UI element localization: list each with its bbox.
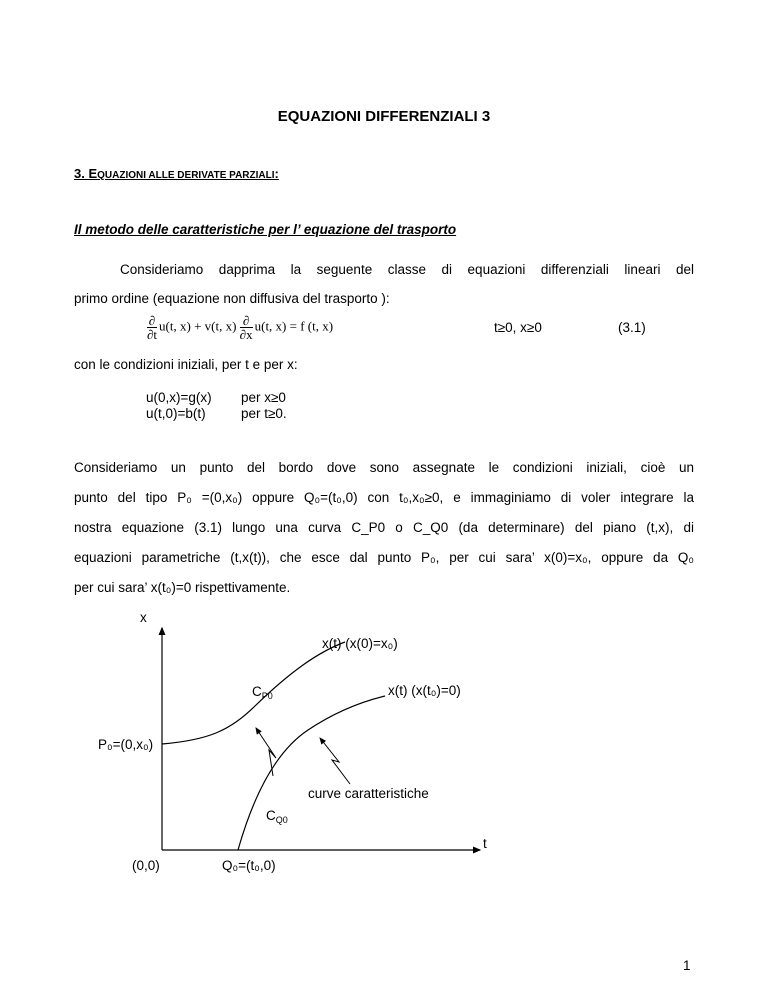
- initial-condition-1-range: per x≥0: [241, 390, 286, 405]
- equation-domain: t≥0, x≥0: [494, 320, 542, 335]
- x-axis-label: x: [140, 610, 147, 625]
- page-title: EQUAZIONI DIFFERENZIALI 3: [277, 108, 491, 125]
- initial-condition-2: u(t,0)=b(t): [146, 406, 206, 421]
- d-dx-fraction: $\frac{\partial}{\partial x}$: [239, 313, 253, 342]
- d-dt-fraction: $\frac{\partial}{\partial t}$: [147, 313, 158, 342]
- initial-conditions-intro: con le condizioni iniziali, per t e per x:: [74, 357, 298, 372]
- page-number: 1: [683, 958, 691, 973]
- origin-label: (0,0): [132, 858, 160, 873]
- pointer-arrow-q0: [320, 738, 350, 784]
- curve1-label: x(t) (x(0)=x₀): [322, 636, 398, 651]
- transport-equation: [147, 314, 333, 341]
- paragraph2-line2: punto del tipo P₀ =(0,x₀) oppure Q₀=(t₀,0) con t₀,x₀≥0, e immaginiamo di voler integrare la: [74, 490, 694, 505]
- p0-label: P₀=(0,x₀): [98, 737, 154, 752]
- t-axis-label: t: [483, 836, 487, 851]
- subsection-heading: Il metodo delle caratteristiche per l’ equazione del trasporto: [74, 222, 457, 237]
- paragraph2-line1: Consideriamo un punto del bordo dove sono assegnate le condizioni iniziali, cioè un: [74, 460, 694, 475]
- section-heading: [74, 166, 279, 181]
- equation-term1: u(t, x) + v(t, x): [159, 318, 237, 334]
- characteristic-curves-label: curve caratteristiche: [308, 786, 429, 801]
- paragraph2-line4: equazioni parametriche (t,x(t)), che esce dal punto P₀, per cui sara’ x(0)=x₀, oppure da Q₀: [74, 550, 694, 565]
- cq0-label: $C_{Q0}$: [266, 808, 288, 825]
- paragraph1-line1: Consideriamo dapprima la seguente classe di equazioni differenziali lineari del: [120, 262, 694, 277]
- initial-condition-1: u(0,x)=g(x): [146, 390, 212, 405]
- paragraph2-line5: per cui sara’ x(t₀)=0 rispettivamente.: [74, 580, 291, 595]
- equation-number: (3.1): [618, 320, 646, 335]
- section-number: 3. E: [74, 166, 98, 181]
- cp0-label: $C_{P0}$: [252, 684, 273, 701]
- equation-term2: u(t, x) = f (t, x): [254, 318, 334, 334]
- paragraph2-line3: nostra equazione (3.1) lungo una curva C_P0 o C_Q0 (da determinare) del piano (t,x), di: [74, 520, 694, 535]
- paragraph1-line2: primo ordine (equazione non diffusiva del trasporto ):: [74, 291, 390, 306]
- curve2-label: x(t) (x(t₀)=0): [388, 683, 461, 698]
- initial-condition-2-range: per t≥0.: [241, 406, 287, 421]
- pointer-arrow-p0: [256, 728, 276, 776]
- characteristic-curve-q0: [238, 696, 385, 850]
- section-colon: :: [274, 166, 279, 181]
- section-title: QUAZIONI ALLE DERIVATE PARZIALI: [97, 170, 275, 181]
- characteristics-diagram: [60, 600, 520, 890]
- q0-label: Q₀=(t₀,0): [222, 858, 276, 873]
